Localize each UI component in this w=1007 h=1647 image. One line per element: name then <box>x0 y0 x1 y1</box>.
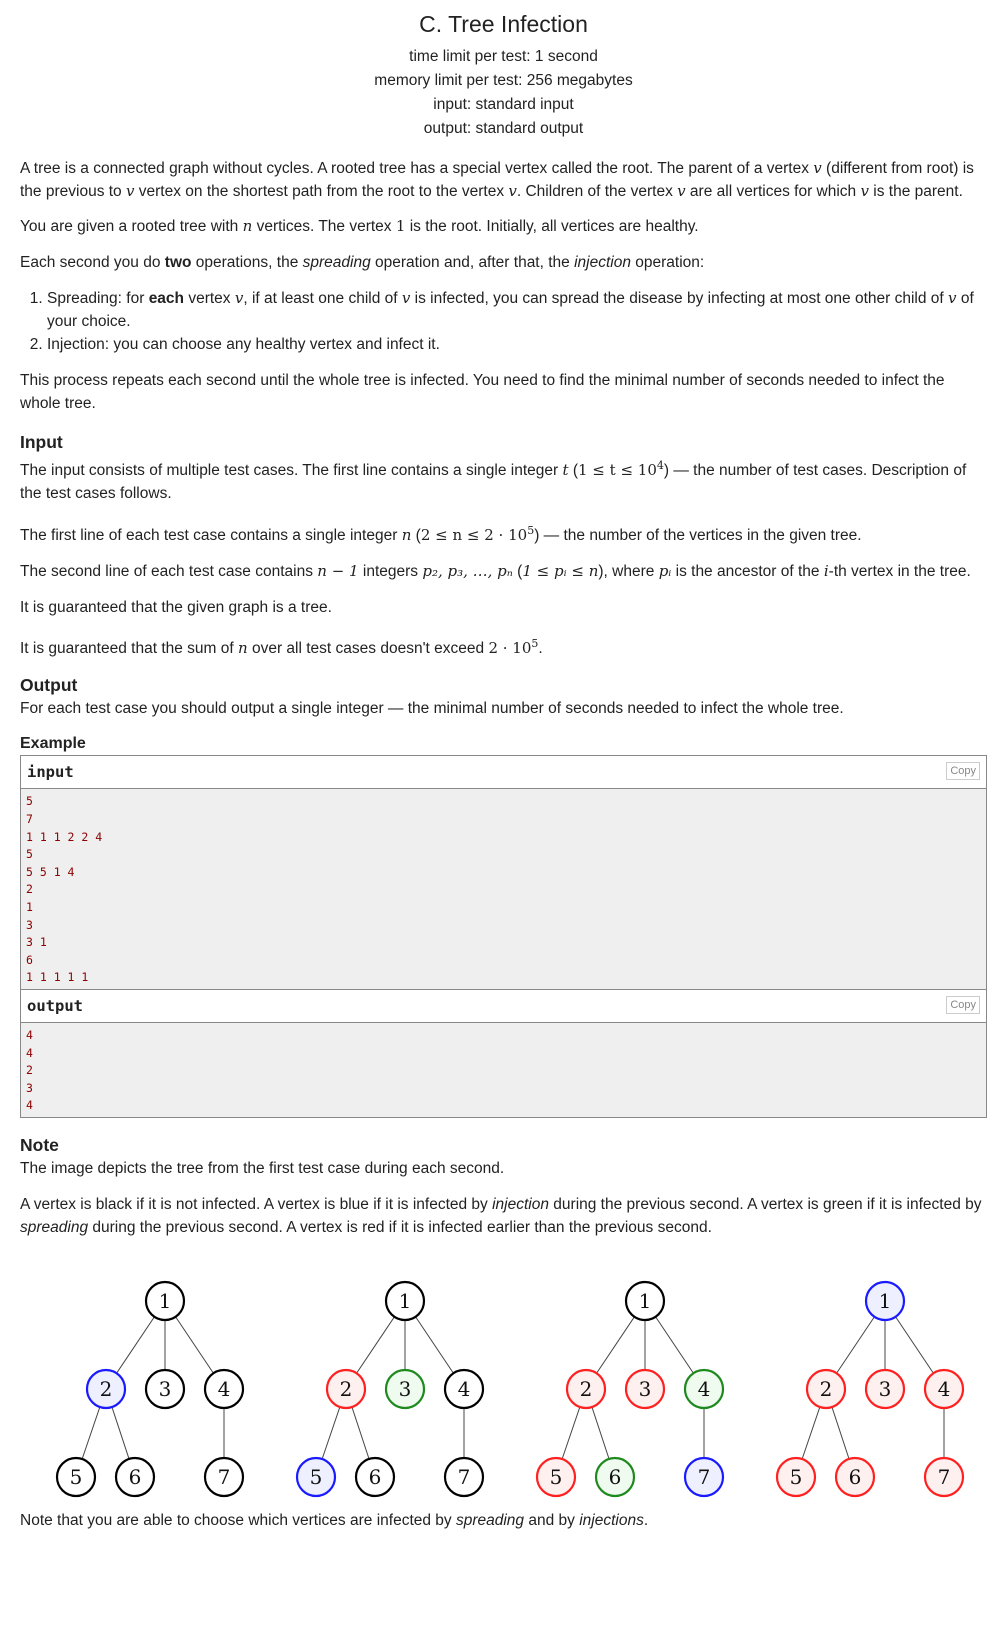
text-segment: spreading <box>455 1511 525 1529</box>
tree-vertex-5 <box>537 1458 575 1496</box>
text-segment: Each second you do <box>20 254 165 271</box>
vertex-label: 1 <box>158 1288 172 1313</box>
text-segment: is infected, you can spread the disease by infecting at most one other child of <box>410 290 949 307</box>
output-p1: For each test case you should output a single integer — the minimal number of seconds needed to infect the whole tree. <box>20 700 844 718</box>
math-text: n − 1 <box>317 562 359 581</box>
text-segment: operation and, after that, the <box>370 254 575 271</box>
math-text: v <box>401 289 411 307</box>
text-segment: ( <box>568 462 578 480</box>
legend-p2 <box>20 215 987 238</box>
math-text: v <box>125 182 135 200</box>
text-segment: vertices. The vertex <box>252 218 396 235</box>
math-text: v <box>234 289 244 307</box>
note-section <box>20 1133 987 1532</box>
tree-vertex-3 <box>146 1370 184 1408</box>
tree-second-4 <box>777 1282 963 1496</box>
tree-vertex-7 <box>925 1458 963 1496</box>
example-section <box>20 735 987 1118</box>
example-line: 2 <box>26 882 33 897</box>
text-segment: of your choice. <box>47 290 974 330</box>
legend-p3 <box>20 251 987 274</box>
text-segment: ) — the number of test cases. Description of the test cases follows. <box>20 462 967 503</box>
tree-vertex-6 <box>596 1458 634 1496</box>
input-p5 <box>20 632 987 660</box>
text-segment: The first line of each test case contains a single integer <box>20 527 402 545</box>
text-segment: (different from root) is the previous to <box>20 160 974 200</box>
input-p3 <box>20 560 987 583</box>
vertex-label: 4 <box>457 1376 471 1401</box>
input-p2 <box>20 519 987 547</box>
text-segment: . Children of the vertex <box>516 183 678 200</box>
text-segment: is the root. Initially, all vertices are healthy. <box>405 218 699 235</box>
input-section <box>20 430 987 660</box>
math-text: n <box>242 217 253 235</box>
example-heading: Example <box>20 735 86 753</box>
math-text: 4 <box>656 459 664 472</box>
example-line: 1 <box>26 900 33 915</box>
tree-vertex-4 <box>445 1370 483 1408</box>
note-heading: Note <box>20 1134 59 1155</box>
text-segment: vertex <box>184 290 235 307</box>
input-p4: It is guaranteed that the given graph is a tree. <box>20 599 332 617</box>
note-p2 <box>20 1193 987 1239</box>
tree-vertex-2 <box>327 1370 365 1408</box>
math-text: v <box>813 159 822 177</box>
example-input[interactable] <box>21 789 986 989</box>
vertex-label: 5 <box>789 1464 803 1489</box>
tree-vertex-4 <box>685 1370 723 1408</box>
text-segment: is the parent. <box>868 183 963 200</box>
math-text: 1 ≤ t ≤ 10 <box>578 461 657 480</box>
vertex-label: 3 <box>638 1376 652 1401</box>
vertex-label: 6 <box>128 1464 142 1489</box>
vertex-label: 1 <box>638 1288 652 1313</box>
text-segment: A tree is a connected graph without cycles. A rooted tree has a special vertex called the root. The parent of a vertex <box>20 160 814 177</box>
memory-limit: memory limit per test: 256 megabytes <box>374 72 633 89</box>
text-segment: are all vertices for which <box>685 183 861 200</box>
text-segment: spreading <box>302 254 371 271</box>
vertex-label: 2 <box>99 1376 113 1401</box>
note-p3 <box>20 1509 987 1532</box>
tree-vertex-4 <box>205 1370 243 1408</box>
vertex-label: 5 <box>69 1464 83 1489</box>
tree-vertex-5 <box>57 1458 95 1496</box>
vertex-label: 7 <box>457 1464 471 1489</box>
tree-vertex-3 <box>866 1370 904 1408</box>
text-segment: during the previous second. A vertex is red if it is infected earlier than the previous second. <box>88 1218 712 1236</box>
text-segment: It is guaranteed that the sum of <box>20 640 238 658</box>
text-segment: A vertex is black if it is not infected. A vertex is blue if it is infected by <box>20 1195 493 1213</box>
tree-second-1 <box>57 1282 243 1496</box>
tree-vertex-1 <box>386 1282 424 1320</box>
math-text: p₂, p₃, …, pₙ <box>422 562 513 581</box>
vertex-label: 6 <box>368 1464 382 1489</box>
vertex-label: 7 <box>697 1464 711 1489</box>
example-line: 6 <box>26 952 33 967</box>
text-segment: The second line of each test case contains <box>20 563 318 581</box>
example-box <box>20 755 987 1118</box>
legend <box>20 157 987 415</box>
tree-vertex-7 <box>205 1458 243 1496</box>
tree-vertex-1 <box>626 1282 664 1320</box>
text-segment: ( <box>512 563 523 581</box>
text-segment: two <box>164 254 192 271</box>
output-spec: output: standard output <box>423 120 584 137</box>
math-text: t <box>562 461 569 480</box>
tree-vertex-7 <box>685 1458 723 1496</box>
vertex-label: 2 <box>339 1376 353 1401</box>
text-segment: during the previous second. A vertex is green if it is infected by <box>548 1195 982 1213</box>
text-segment: The input consists of multiple test cases. The first line contains a single integer <box>20 462 563 480</box>
input-label: input <box>27 763 74 782</box>
tree-vertex-6 <box>836 1458 874 1496</box>
math-text: 2 ≤ n ≤ 2 · 10 <box>420 526 528 545</box>
math-text: 5 <box>527 524 535 538</box>
tree-vertex-3 <box>386 1370 424 1408</box>
vertex-label: 7 <box>217 1464 231 1489</box>
vertex-label: 1 <box>878 1288 892 1313</box>
operations-list <box>20 287 987 356</box>
math-text: pᵢ <box>658 562 672 581</box>
math-text: v <box>860 182 869 200</box>
output-header <box>21 989 986 1023</box>
text-segment: integers <box>358 563 423 581</box>
legend-p1 <box>20 157 987 203</box>
vertex-label: 5 <box>549 1464 563 1489</box>
vertex-label: 7 <box>937 1464 951 1489</box>
vertex-label: 3 <box>158 1376 172 1401</box>
text-segment: . <box>643 1511 649 1529</box>
tree-vertex-6 <box>356 1458 394 1496</box>
example-line: 2 <box>26 1063 33 1078</box>
example-line: 3 <box>26 1080 33 1095</box>
time-limit: time limit per test: 1 second <box>409 48 598 65</box>
infection-trees-figure <box>20 1239 987 1509</box>
tree-vertex-4 <box>925 1370 963 1408</box>
list-item-spreading <box>47 287 987 333</box>
tree-vertex-1 <box>866 1282 904 1320</box>
vertex-label: 2 <box>579 1376 593 1401</box>
input-spec: input: standard input <box>433 96 574 113</box>
tree-vertex-1 <box>146 1282 184 1320</box>
tree-vertex-6 <box>116 1458 154 1496</box>
text-segment: vertex on the shortest path from the root to the vertex <box>134 183 509 200</box>
vertex-label: 3 <box>878 1376 892 1401</box>
vertex-label: 5 <box>309 1464 323 1489</box>
tree-vertex-2 <box>87 1370 125 1408</box>
text-segment: injection <box>492 1195 549 1213</box>
note-p1: The image depicts the tree from the first test case during each second. <box>20 1159 505 1177</box>
text-segment: is the ancestor of the <box>671 563 824 581</box>
math-text: 1 ≤ pᵢ ≤ n <box>522 562 599 581</box>
text-segment: -th vertex in the tree. <box>828 563 971 581</box>
math-text: 1 <box>395 217 406 235</box>
example-line: 3 <box>26 917 33 932</box>
example-line: 1 1 1 2 2 4 <box>26 829 103 844</box>
output-heading: Output <box>20 675 78 696</box>
problem-title: C. Tree Infection <box>419 11 588 37</box>
tree-vertex-3 <box>626 1370 664 1408</box>
math-text: 2 · 10 <box>488 639 532 658</box>
text-segment: , if at least one child of <box>243 290 402 307</box>
copy-input-button[interactable]: Copy <box>946 762 980 780</box>
math-text: v <box>677 182 686 200</box>
math-text: i <box>823 562 829 581</box>
vertex-label: 4 <box>937 1376 951 1401</box>
math-text: 5 <box>531 637 539 651</box>
text-segment: spreading <box>20 1218 89 1236</box>
tree-vertex-5 <box>297 1458 335 1496</box>
text-segment: operations, the <box>191 254 303 271</box>
tree-second-3 <box>537 1282 723 1496</box>
math-text: v <box>508 182 517 200</box>
example-line: 1 1 1 1 1 <box>26 970 89 985</box>
tree-vertex-2 <box>567 1370 605 1408</box>
vertex-label: 4 <box>217 1376 231 1401</box>
text-segment: operation: <box>630 254 705 271</box>
example-line: 7 <box>26 812 33 827</box>
math-text: n <box>238 639 248 658</box>
input-p1 <box>20 454 987 505</box>
example-line: 5 <box>26 847 33 862</box>
vertex-label: 6 <box>848 1464 862 1489</box>
tree-vertex-2 <box>807 1370 845 1408</box>
example-line: 4 <box>26 1098 33 1113</box>
text-segment: injections <box>579 1511 644 1529</box>
example-line: 5 <box>26 794 33 809</box>
tree-second-2 <box>297 1282 483 1496</box>
text-segment: . <box>538 640 543 658</box>
copy-output-button[interactable]: Copy <box>946 996 980 1014</box>
legend-p4: This process repeats each second until the whole tree is infected. You need to find the minimal number of seconds needed to infect the whole tree. <box>20 372 945 412</box>
math-text: v <box>948 289 957 307</box>
problem-header <box>20 10 987 141</box>
example-output[interactable] <box>21 1023 986 1117</box>
vertex-label: 6 <box>608 1464 622 1489</box>
math-text: n <box>401 526 412 545</box>
vertex-label: 3 <box>398 1376 412 1401</box>
example-line: 4 <box>26 1028 33 1042</box>
output-label: output <box>27 997 83 1015</box>
text-segment: You are given a rooted tree with <box>20 218 243 235</box>
text-segment: Note that you are able to choose which vertices are infected by <box>20 1511 456 1529</box>
text-segment: Spreading: for <box>47 290 149 307</box>
text-segment: ) — the number of the vertices in the given tree. <box>534 527 862 545</box>
text-segment: over all test cases doesn't exceed <box>247 640 489 658</box>
tree-vertex-7 <box>445 1458 483 1496</box>
output-section <box>20 673 987 720</box>
text-segment: ( <box>411 527 421 545</box>
vertex-label: 1 <box>398 1288 412 1313</box>
list-item-injection: 2. Injection: you can choose any healthy vertex and infect it. <box>47 333 987 356</box>
example-line: 4 <box>26 1045 33 1060</box>
input-heading: Input <box>20 432 63 452</box>
input-header <box>21 756 986 789</box>
text-segment: each <box>148 290 185 307</box>
vertex-label: 4 <box>697 1376 711 1401</box>
tree-vertex-5 <box>777 1458 815 1496</box>
example-line: 3 1 <box>26 935 47 950</box>
text-segment: injection <box>574 254 631 271</box>
text-segment: and by <box>524 1511 580 1529</box>
example-line: 5 5 1 4 <box>26 864 75 879</box>
vertex-label: 2 <box>819 1376 833 1401</box>
text-segment: ), where <box>598 563 659 581</box>
